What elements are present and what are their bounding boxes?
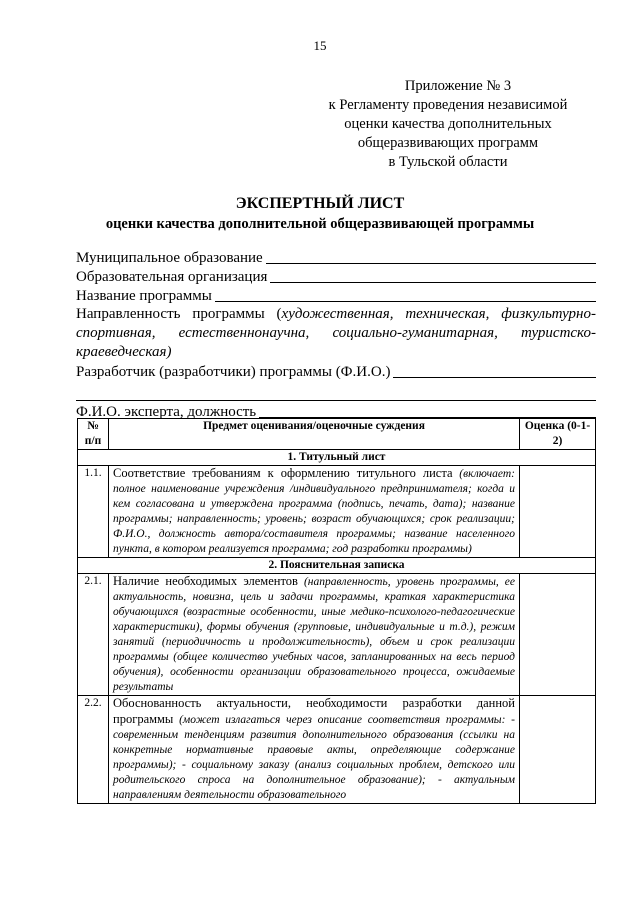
field-label: Разработчик (разработчики) программы (Ф.И.О.) <box>76 364 391 380</box>
field-direction <box>76 305 596 362</box>
field-developer <box>76 362 596 381</box>
section-row <box>78 450 596 466</box>
appendix-line: к Регламенту проведения независимой <box>328 97 568 113</box>
row-desc <box>109 466 520 558</box>
appendix-line: общеразвивающих программ <box>357 135 539 151</box>
field-label: Направленность программы ( <box>76 306 282 322</box>
page-number: 15 <box>313 38 327 53</box>
fill-line[interactable] <box>76 381 596 401</box>
row-num: 2.2. <box>78 696 109 804</box>
fill-line[interactable] <box>270 282 596 283</box>
section-title: 2. Пояснительная записка <box>78 558 596 574</box>
row-num: 1.1. <box>78 466 109 558</box>
score-cell[interactable] <box>520 574 596 696</box>
table-row <box>78 466 596 558</box>
row-num: 2.1. <box>78 574 109 696</box>
row-text: Наличие необходимых элементов <box>113 574 298 588</box>
fill-line[interactable] <box>266 263 596 264</box>
field-municipality <box>76 248 596 267</box>
field-label: Образовательная организация <box>76 269 268 285</box>
direction-options: художественная, техническая, физкультурно-спортивная, естественнонаучна, социально-гуманитарная, туристско-краеведческая) <box>76 306 596 360</box>
field-label: Ф.И.О. эксперта, должность <box>76 404 257 420</box>
evaluation-table <box>77 418 596 804</box>
appendix-block <box>300 77 596 172</box>
section-row <box>78 558 596 574</box>
row-text: Обоснованность актуальности, необходимости разработки данной программы <box>113 696 515 726</box>
field-program-name <box>76 286 596 305</box>
score-cell[interactable] <box>520 696 596 804</box>
fill-line[interactable] <box>215 301 596 302</box>
row-desc <box>109 696 520 804</box>
row-text: Соответствие требованиям к оформлению титульного листа <box>113 466 453 480</box>
field-label: Муниципальное образование <box>76 250 263 266</box>
header-score: Оценка (0-1-2) <box>520 419 596 450</box>
appendix-title: Приложение № 3 <box>404 78 512 94</box>
fill-line[interactable] <box>393 377 596 378</box>
document-title: ЭКСПЕРТНЫЙ ЛИСТ <box>235 195 405 212</box>
table-row <box>78 574 596 696</box>
section-title: 1. Титульный лист <box>78 450 596 466</box>
appendix-line: в Тульской области <box>388 154 508 170</box>
row-note: (может излагаться через описание соответствия программы: - современным тенденциям развития дополнительного образования (ссылки на конкретные нормативные правовые акты, определяющие содержание программы); - социальному заказу (анализ социальных проблем, детского или родительского спроса на дополнительное образование); - актуальным направлениям деятельности образовательного <box>113 714 515 801</box>
field-label: Название программы <box>76 288 212 304</box>
info-fields <box>76 248 596 421</box>
table-header-row <box>78 419 596 450</box>
row-note: (направленность, уровень программы, ее актуальность, новизна, цель и задачи программы, краткая характеристика обучающихся (возрастные особенности, иные медико-психолого-педагогические характеристики), формы обучения (групповые, индивидуальные и т.д.), режим занятий (периодичность и продолжительность), объем и срок реализации программы (общее количество учебных часов, запланированных на весь период обучения), особенности организации образовательного процесса, ожидаемые результаты <box>113 576 515 693</box>
header-num: № п/п <box>78 419 109 450</box>
header-subject: Предмет оценивания/оценочные суждения <box>109 419 520 450</box>
table-row <box>78 696 596 804</box>
field-organization <box>76 267 596 286</box>
row-note: (включает: полное наименование учреждения /индивидуального предпринимателя; когда и кем согласована и утверждена программа (подпись, печать, дата); название программы; направленность; уровень; возраст обучающихся; срок реализации; Ф.И.О., должность автора/составителя программы; название населенного пункта, в котором реализуется программа; год разработки программы) <box>113 468 515 555</box>
appendix-line: оценки качества дополнительных <box>344 116 552 132</box>
score-cell[interactable] <box>520 466 596 558</box>
document-subtitle: оценки качества дополнительной общеразвивающей программы <box>105 216 535 232</box>
row-desc <box>109 574 520 696</box>
